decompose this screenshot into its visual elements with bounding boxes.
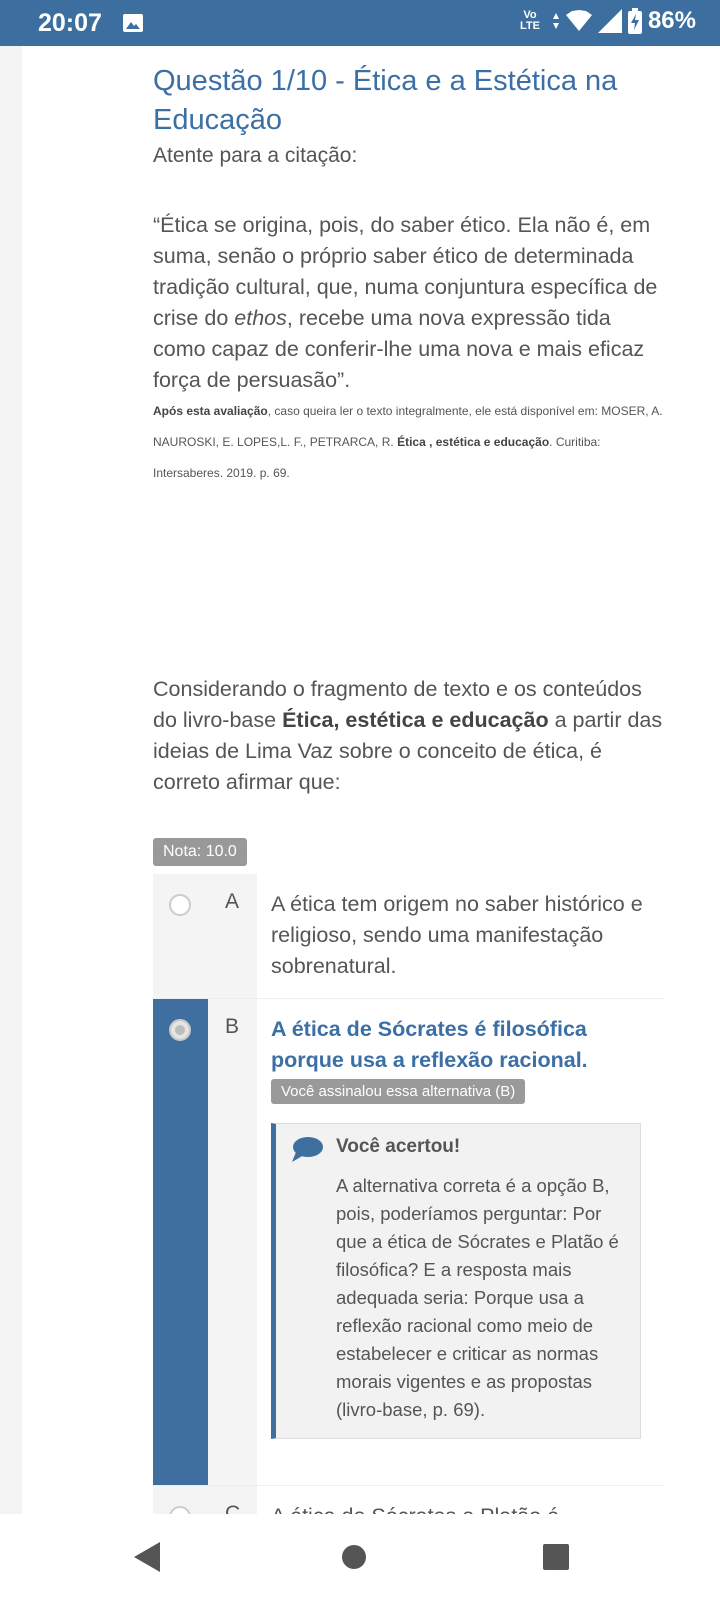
wifi-icon: [566, 10, 592, 32]
cell-signal-icon: [598, 9, 622, 33]
clock: 20:07: [38, 9, 102, 37]
marked-answer-badge: Você assinalou essa alternativa (B): [271, 1079, 525, 1104]
option-b-text: A ética de Sócrates é filosófica porque usa a reflexão racional.: [271, 1017, 588, 1072]
content-area[interactable]: [22, 46, 720, 1514]
navigation-bar: [0, 1514, 720, 1600]
feedback-text: A alternativa correta é a opção B, pois, poderíamos perguntar: Por que a ética de Sócrates e Platão é filosófica? E a resposta mais adequada seria: Porque usa a reflexão racional como meio de estabelecer e criticar as normas morais vigentes e as propostas (livro-base, p. 69).: [336, 1175, 619, 1420]
battery-charging-icon: [628, 8, 642, 34]
question-container: [153, 46, 665, 1527]
option-b[interactable]: [153, 999, 665, 1486]
selected-indicator-bar: [153, 999, 208, 1485]
question-title: Questão 1/10 - Ética e a Estética na Educação: [153, 65, 618, 136]
option-a-text: A ética tem origem no saber histórico e religioso, sendo uma manifestação sobrenatural.: [271, 892, 643, 978]
feedback-box: [271, 1123, 641, 1439]
option-a-letter: A: [225, 890, 240, 913]
question-prompt: Considerando o fragmento de texto e os conteúdos do livro-base Ética, estética e educação a partir das ideias de Lima Vaz sobre o conceito de ética, é correto afirmar que:: [153, 677, 663, 794]
battery-percentage: 86%: [647, 7, 696, 34]
feedback-title: Você acertou!: [336, 1136, 461, 1157]
option-a[interactable]: [153, 874, 665, 999]
quotation: “Ética se origina, pois, do saber ético. Ela não é, em suma, senão o próprio saber ético de determinada tradição cultural, que, numa conjuntura específica de crise do ethos, recebe uma nova expressão tida como capaz de conferir-lhe uma nova e mais eficaz força de persuasão”.: [153, 213, 658, 392]
back-icon[interactable]: [134, 1542, 162, 1572]
volte-indicator: Vo LTE: [519, 9, 540, 32]
status-bar: [0, 0, 720, 46]
option-b-letter: B: [225, 1015, 240, 1038]
image-notification-icon: [123, 14, 143, 32]
home-icon[interactable]: [341, 1542, 369, 1572]
question-subtitle: Atente para a citação:: [153, 144, 358, 167]
option-a-radio[interactable]: [169, 894, 191, 916]
speech-bubble-icon: [290, 1136, 324, 1164]
recents-icon[interactable]: [542, 1542, 570, 1572]
reference-text: Após esta avaliação, caso queira ler o texto integralmente, ele está disponível em: MOSER, A. NAUROSKI, E. LOPES,L. F., PETRARCA, R. Ética , estética e educação. Curitiba: Intersaberes. 2019. p. 69.: [153, 404, 663, 480]
status-icons: [520, 7, 696, 35]
grade-badge: Nota: 10.0: [153, 838, 247, 866]
option-b-radio[interactable]: [169, 1019, 191, 1041]
data-arrows-icon: [552, 11, 560, 31]
page-background: [0, 46, 720, 1514]
